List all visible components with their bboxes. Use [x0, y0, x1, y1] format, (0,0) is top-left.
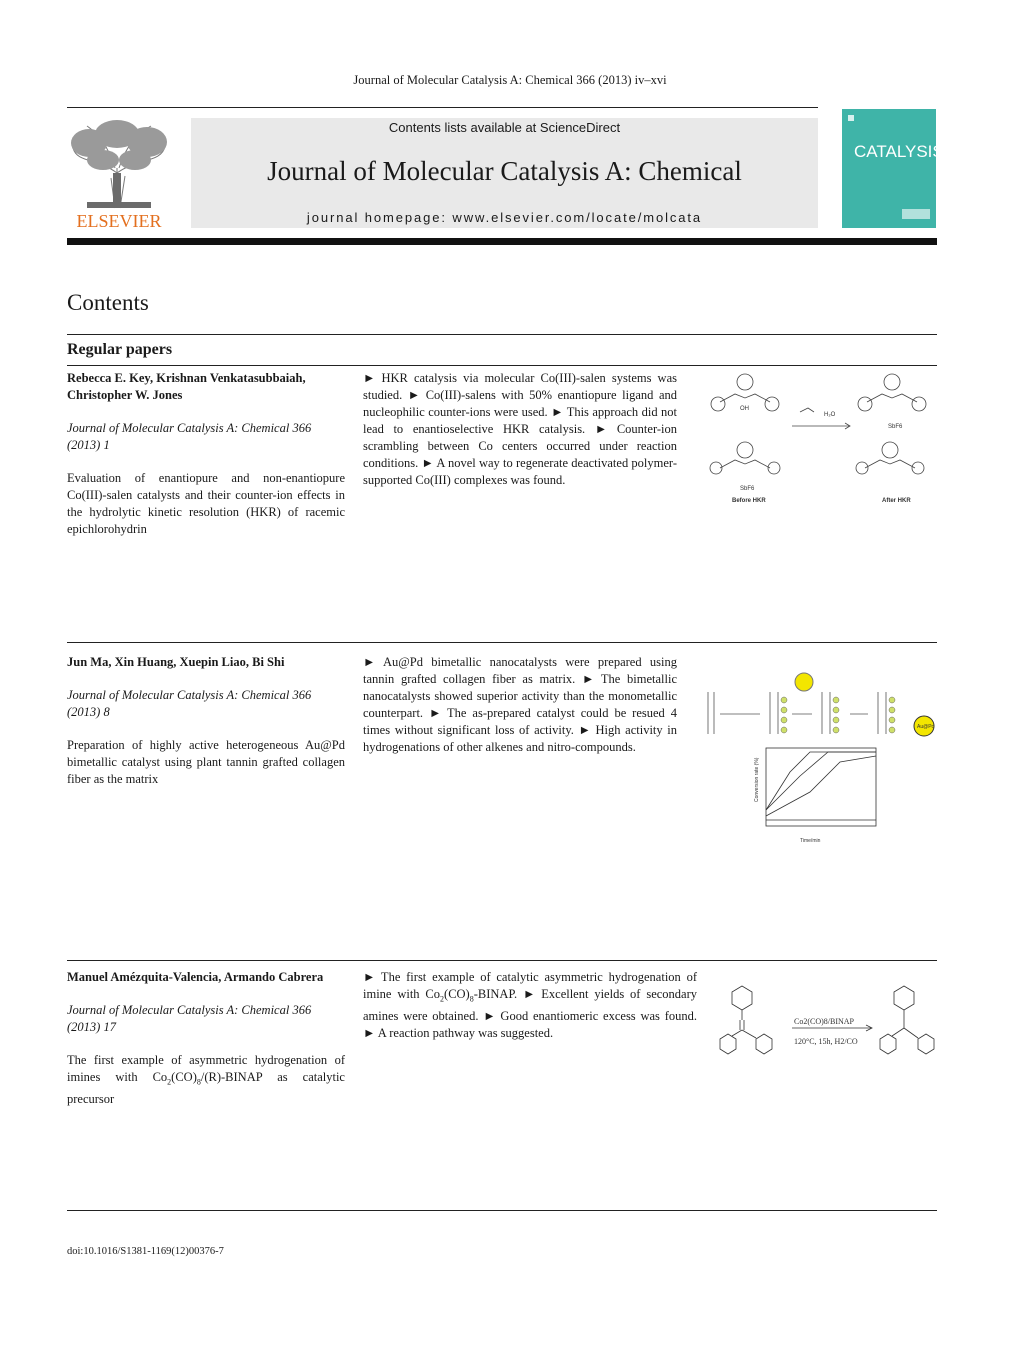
- svg-text:Au@Pd: Au@Pd: [917, 724, 935, 730]
- entry-1-meta: [67, 370, 345, 538]
- svg-text:Conversion rate (%): Conversion rate (%): [754, 757, 760, 802]
- entry-3-graphical-abstract: [712, 972, 937, 1062]
- svg-text:SbF6: SbF6: [740, 486, 755, 492]
- entry-separator-1: [67, 642, 937, 643]
- entry-3-meta: [67, 969, 345, 1108]
- entry-separator-2: [67, 960, 937, 961]
- header-top-rule: [67, 107, 818, 108]
- svg-text:Co2(CO)8/BINAP: Co2(CO)8/BINAP: [794, 1017, 855, 1026]
- section-rule-bottom: [67, 365, 937, 366]
- entry-2-highlights: ► Au@Pd bimetallic nanocatalysts were prepared using tannin grafted collagen fiber as matrix. ► The bimetallic nanocatalysts showed superior activity than the monometallic counterpart. ► The as-prepared catalyst could be resued 4 times without significant loss of activity. ► High activity in hydrogenations of other alkenes and nitro-compounds.: [363, 655, 677, 754]
- svg-text:Time/min: Time/min: [800, 838, 821, 844]
- entry-title: The first example of asymmetric hydrogenation of imines with $Co_2(CO)_8/(R)$-BINAP as catalytic precursor: [67, 1053, 345, 1106]
- entry-citation[interactable]: Journal of Molecular Catalysis A: Chemical 366 (2013) 1: [67, 421, 312, 452]
- journal-homepage[interactable]: journal homepage: www.elsevier.com/locate/molcata: [306, 210, 703, 225]
- doi[interactable]: doi:10.1016/S1381-1169(12)00376-7: [67, 1246, 224, 1257]
- entry-title: Preparation of highly active heterogeneous Au@Pd bimetallic catalyst using plant tannin grafted collagen fiber as the matrix: [67, 738, 345, 786]
- journal-cover-thumbnail: [842, 109, 936, 228]
- entry-citation[interactable]: Journal of Molecular Catalysis A: Chemical 366 (2013) 17: [67, 1003, 312, 1034]
- page-bottom-rule: [67, 1210, 937, 1211]
- contents-available-line: Contents lists available at ScienceDirect: [388, 120, 621, 135]
- entry-authors: Jun Ma, Xin Huang, Xuepin Liao, Bi Shi: [67, 655, 285, 669]
- entry-authors: Manuel Amézquita-Valencia, Armando Cabrera: [67, 970, 324, 984]
- entry-1-highlights: ► HKR catalysis via molecular Co(III)-salen systems was studied. ► Co(III)-salens with 50% enantiopure ligand and nucleophilic counter-ions were used. ► This approach did not lead to enantioselective HKR catalysis. ► Counter-ion scrambling between Co centers occurred under reaction conditions. ► A novel way to regenerate deactivated polymer-supported Co(III) complexes was found.: [363, 371, 677, 487]
- svg-text:Before HKR: Before HKR: [732, 498, 766, 504]
- svg-text:After HKR: After HKR: [882, 498, 911, 504]
- running-head: Journal of Molecular Catalysis A: Chemical 366 (2013) iv–xvi: [353, 73, 667, 87]
- svg-text:CATALYSIS: CATALYSIS: [854, 142, 936, 161]
- entry-citation[interactable]: Journal of Molecular Catalysis A: Chemical 366 (2013) 8: [67, 688, 312, 719]
- journal-title: Journal of Molecular Catalysis A: Chemical: [267, 156, 742, 186]
- entry-2-graphical-abstract: [700, 652, 937, 847]
- section-rule-top: [67, 334, 937, 335]
- section-heading: Regular papers: [67, 341, 173, 358]
- elsevier-logo: [67, 118, 171, 230]
- header-thick-rule: [67, 238, 937, 245]
- svg-text:SbF6: SbF6: [888, 424, 903, 430]
- entry-title: Evaluation of enantiopure and non-enantiopure Co(III)-salen catalysts and their counter-ion effects in the hydrolytic kinetic resolution (HKR) of racemic epichlorohydrin: [67, 471, 345, 536]
- entry-3-highlights: ► The first example of catalytic asymmetric hydrogenation of imine with $Co_2(CO)_8$-BINAP. ► Excellent yields of secondary amines were obtained. ► Good enantiomeric excess was found. ► A reaction pathway was suggested.: [363, 970, 698, 1040]
- page-heading: Contents: [67, 290, 149, 315]
- entry-2-meta: [67, 654, 345, 788]
- svg-text:ELSEVIER: ELSEVIER: [76, 211, 162, 230]
- entry-1-graphical-abstract: [700, 368, 937, 508]
- entry-authors: Rebecca E. Key, Krishnan Venkatasubbaiah, Christopher W. Jones: [67, 371, 306, 402]
- svg-text:120°C, 15h, H2/CO: 120°C, 15h, H2/CO: [794, 1037, 858, 1046]
- svg-text:H₂O: H₂O: [824, 412, 836, 418]
- svg-text:OH: OH: [740, 406, 749, 412]
- journal-banner: [191, 118, 818, 228]
